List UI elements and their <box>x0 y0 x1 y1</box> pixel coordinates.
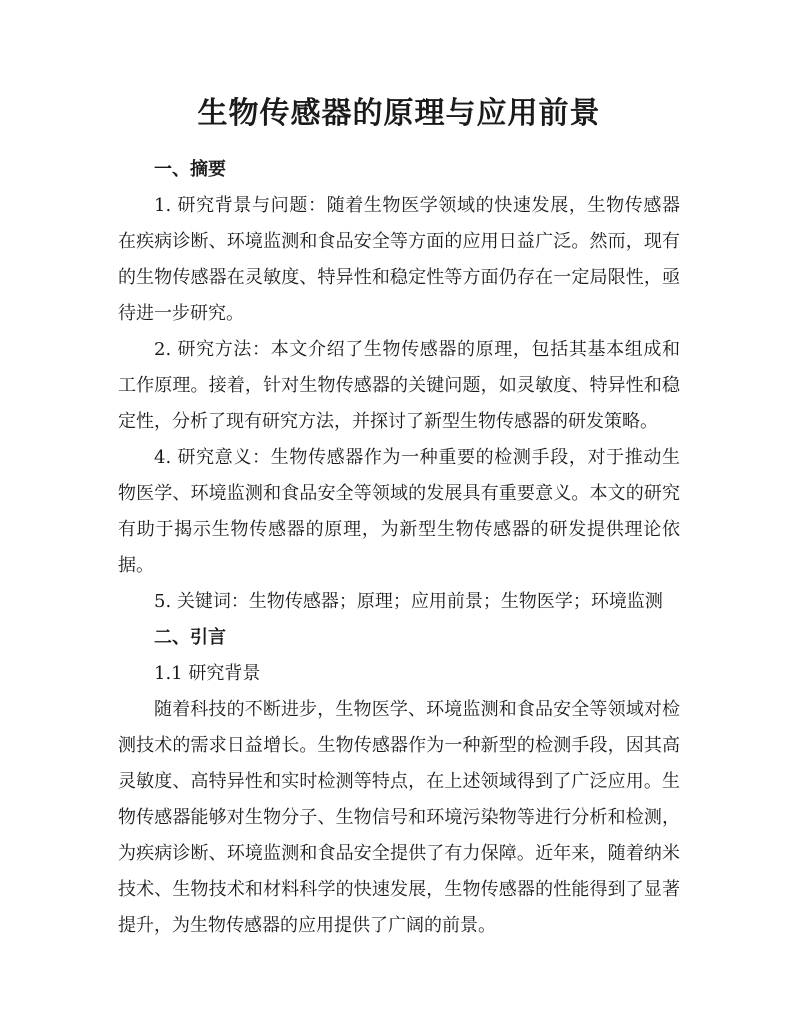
abstract-paragraph-method: 2. 研究方法：本文介绍了生物传感器的原理，包括其基本组成和工作原理。接着，针对生物传感器的关键问题，如灵敏度、特异性和稳定性，分析了现有研究方法，并探讨了新型生物传感器的研发策略。 <box>118 339 680 432</box>
introduction-paragraph: 随着科技的不断进步，生物医学、环境监测和食品安全等领域对检测技术的需求日益增长。生物传感器作为一种新型的检测手段，因其高灵敏度、高特异性和实时检测等特点，在上述领域得到了广泛应用。生物传感器能够对生物分子、生物信号和环境污染物等进行分析和检测，为疾病诊断、环境监测和食品安全提供了有力保障。近年来，随着纳米技术、生物技术和材料科学的快速发展，生物传感器的性能得到了显著提升，为生物传感器的应用提供了广阔的前景。 <box>118 699 680 936</box>
document-title: 生物传感器的原理与应用前景 <box>197 96 601 131</box>
subsection-heading-background: 1.1 研究背景 <box>154 663 261 684</box>
section-abstract <box>118 152 680 620</box>
abstract-paragraph-significance: 4. 研究意义：生物传感器作为一种重要的检测手段，对于推动生物医学、环境监测和食品安全等领域的发展具有重要意义。本文的研究有助于揭示生物传感器的原理，为新型生物传感器的研发提供理论依据。 <box>118 447 680 576</box>
section-introduction <box>118 620 680 944</box>
section-heading-introduction: 二、引言 <box>154 627 226 648</box>
abstract-paragraph-background: 1. 研究背景与问题：随着生物医学领域的快速发展，生物传感器在疾病诊断、环境监测和食品安全等方面的应用日益广泛。然而，现有的生物传感器在灵敏度、特异性和稳定性等方面仍存在一定局限性，亟待进一步研究。 <box>118 195 680 324</box>
section-heading-abstract: 一、摘要 <box>154 159 226 180</box>
abstract-paragraph-keywords: 5. 关键词：生物传感器；原理；应用前景；生物医学；环境监测 <box>154 591 663 612</box>
